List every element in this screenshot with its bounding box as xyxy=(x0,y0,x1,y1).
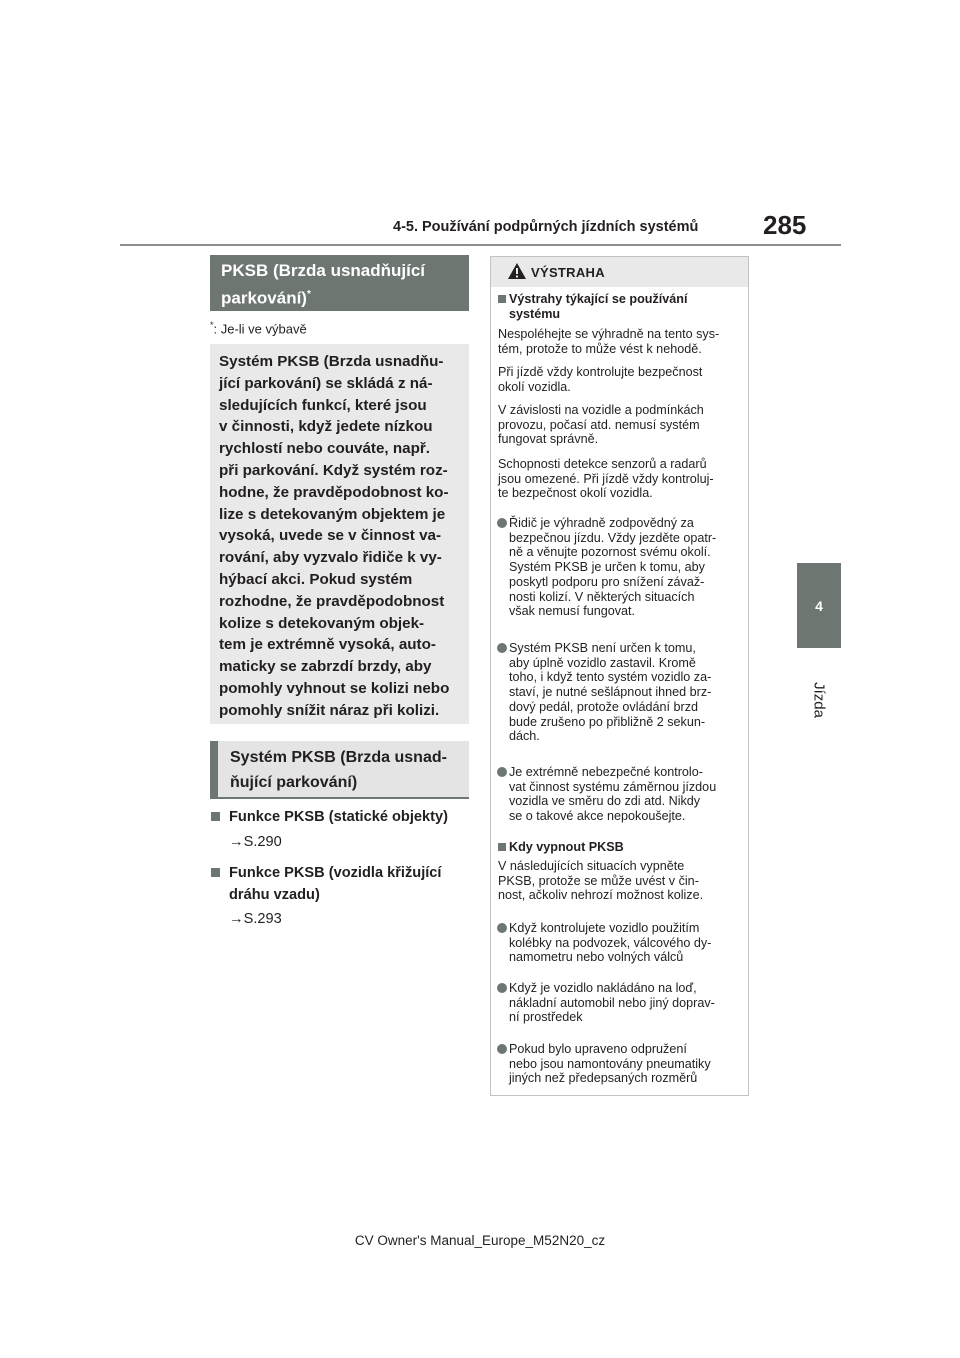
page-number: 285 xyxy=(763,210,807,240)
section-heading-system: Systém PKSB (Brzda usnad- ňující parkování) xyxy=(210,741,469,799)
warning-bullet: Systém PKSB není určen k tomu, aby úplně vozidlo zastavil. Kromě toho, i když tento systém vozidlo za- staví, je nutné sešlápnout ihned brz- dový pedál, protože ovládání brzd bude zrušeno po přibližně 2 sekun- dách. xyxy=(509,641,745,744)
warning-box xyxy=(490,256,749,1096)
warning-bullet: Je extrémně nebezpečné kontrolo- vat činnost systému záměrnou jízdou vozidla ve směru do zdi atd. Nikdy se o takové akce nepokoušejte. xyxy=(509,765,745,824)
warning-title: VÝSTRAHA xyxy=(531,265,605,280)
round-bullet-icon xyxy=(497,643,507,653)
warning-bullet: Když je vozidlo nakládáno na loď, nákladní automobil nebo jiný doprav- ní prostředek xyxy=(509,981,745,1025)
chapter-tab xyxy=(797,563,841,648)
square-bullet-icon xyxy=(498,843,506,851)
chapter-tab-label: Jízda xyxy=(810,682,828,718)
item-heading-static: Funkce PKSB (statické objekty) xyxy=(211,806,469,828)
square-bullet-icon xyxy=(211,812,220,821)
square-bullet-icon xyxy=(498,295,506,303)
warning-bullet: Řidič je výhradně zodpovědný za bezpečnou jízdu. Vždy jezděte opatr- ně a věnujte pozornost svému okolí. Systém PKSB je určen k tomu, aby poskytl podporu pro snížení závaž- nosti kolizí. V některých situacích však nemusí fungovat. xyxy=(509,516,745,619)
page-reference-293[interactable]: →S.293 xyxy=(229,911,282,927)
warning-paragraph: Při jízdě vždy kontrolujte bezpečnost okolí vozidla. xyxy=(498,365,703,394)
warning-paragraph: Nespoléhejte se výhradně na tento sys- tém, protože to může vést k nehodě. xyxy=(498,327,720,356)
section-heading-pksb: PKSB (Brzda usnadňující parkování)* xyxy=(210,255,469,311)
footer-manual-id: CV Owner's Manual_Europe_M52N20_cz xyxy=(354,1233,606,1248)
item-heading-rear-cross: Funkce PKSB (vozidla křižující dráhu vzadu) xyxy=(211,862,469,906)
warning-header xyxy=(491,257,748,287)
footnote: *: Je-li ve výbavě xyxy=(210,320,307,337)
round-bullet-icon xyxy=(497,767,507,777)
round-bullet-icon xyxy=(497,1044,507,1054)
warning-paragraph: V následujících situacích vypněte PKSB, protože se může uvést v čin- nost, ačkoliv nehrozí možnost kolize. xyxy=(498,859,704,903)
warning-paragraph: V závislosti na vozidle a podmínkách provozu, počasí atd. nemusí systém fungovat správně. xyxy=(498,403,704,447)
warning-heading: Kdy vypnout PKSB xyxy=(509,840,745,855)
square-bullet-icon xyxy=(211,868,220,877)
round-bullet-icon xyxy=(497,518,507,528)
page-reference-290[interactable]: →S.290 xyxy=(229,834,282,850)
round-bullet-icon xyxy=(497,923,507,933)
chapter-tab-number: 4 xyxy=(815,597,823,614)
warning-bullet: Pokud bylo upraveno odpružení nebo jsou namontovány pneumatiky jiných než předepsaných rozměrů xyxy=(509,1042,745,1086)
warning-triangle-icon xyxy=(507,262,527,280)
warning-heading: Výstrahy týkající se používání systému xyxy=(509,292,745,321)
chapter-title: 4-5. Používání podpůrných jízdních systémů xyxy=(393,219,699,235)
warning-bullet: Když kontrolujete vozidlo použitím kolébky na podvozek, válcového dy- namometru nebo volných válců xyxy=(509,921,745,965)
header-rule xyxy=(120,244,841,246)
round-bullet-icon xyxy=(497,983,507,993)
summary-box: Systém PKSB (Brzda usnadňu- jící parkování) se skládá z ná- sledujících funkcí, které jsou v činnosti, když jedete nízkou rychlostí nebo couváte, např. při parkování. Když systém roz- hodne, že pravděpodobnost ko- lize s detekovaným objektem je vysoká, uvede se v činnost va- rování, aby vyzvalo řidiče k vy- hýbací akci. Pokud systém rozhodne, že pravděpodobnost kolize s detekovaným objek- tem je extrémně vysoká, auto- maticky se zabrzdí brzdy, aby pomohly vyhnout se kolizi nebo pomohly snížit náraz při kolizi. xyxy=(210,344,469,724)
warning-paragraph: Schopnosti detekce senzorů a radarů jsou omezené. Při jízdě vždy kontroluj- te bezpečnost okolí vozidla. xyxy=(498,457,714,501)
